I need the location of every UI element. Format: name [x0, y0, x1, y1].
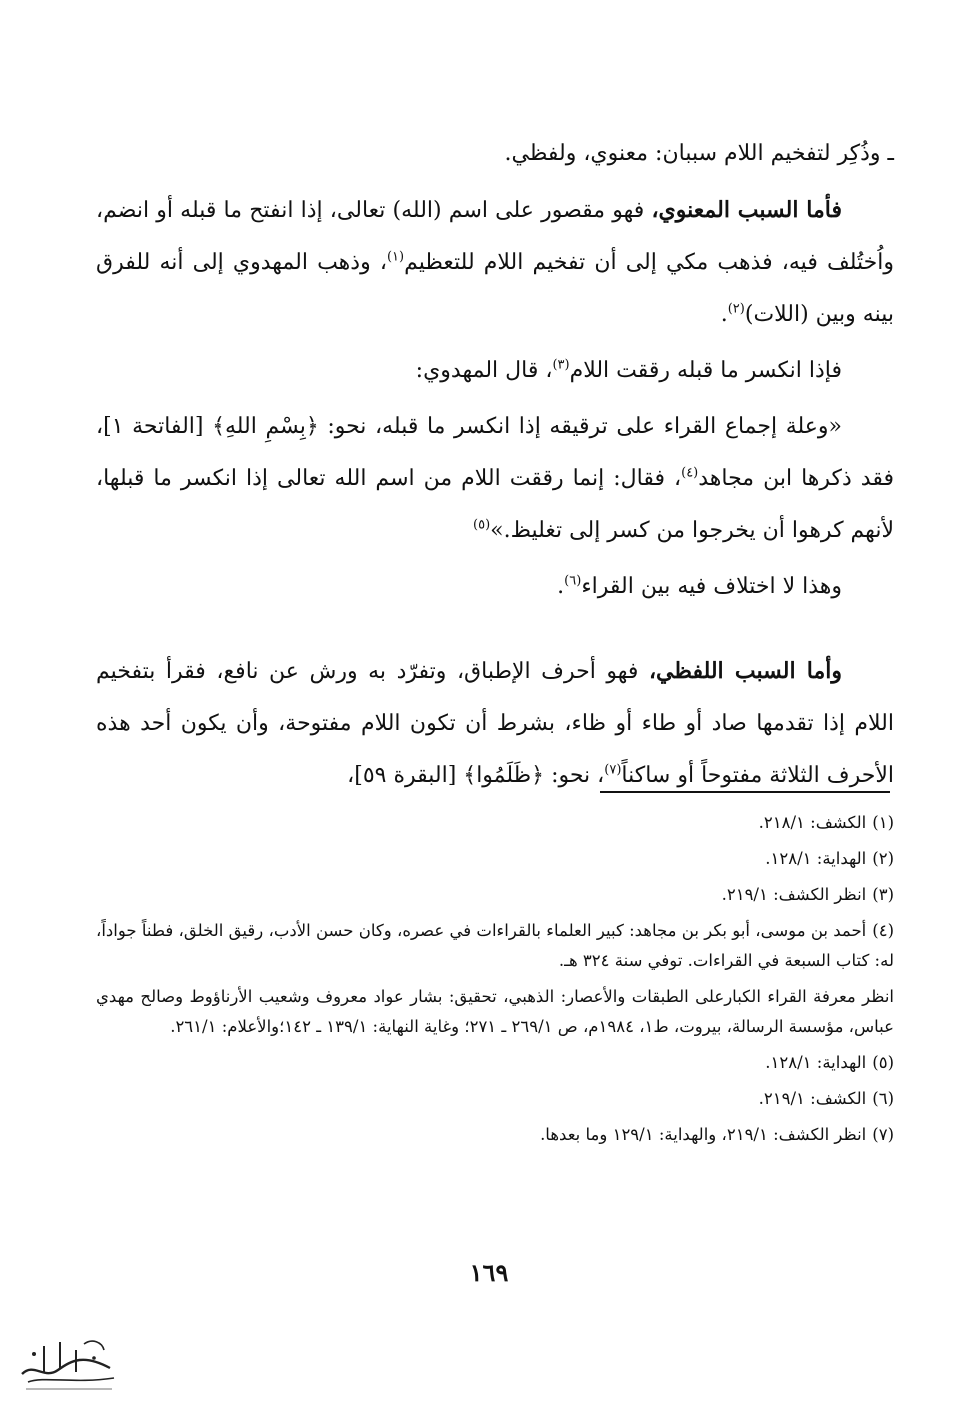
footnote-number: (٣)	[872, 885, 894, 904]
paragraph-no-dispute-end: .	[557, 574, 565, 599]
footnote-text: انظر معرفة القراء الكبارعلى الطبقات والأعصار: الذهبي، تحقيق: بشار عواد معروف وشعيب الأرناؤوط وصالح مهدي عباس، مؤسسة الرسالة، بيروت، ط١، ١٩٨٤م، ص ٢٦٩/١ ـ ٢٧١؛ وغاية النهاية: ١٣٩/١ ـ ١٤٢؛والأعلام: ٢٦١/١.	[96, 987, 894, 1036]
paragraph-semantic-cause	[96, 184, 894, 341]
footnote-number: (٧)	[872, 1125, 894, 1144]
footnote-number: (٦)	[872, 1089, 894, 1108]
footnote-text: انظر الكشف: ٢١٩/١.	[721, 885, 867, 904]
paragraph-end: .	[720, 302, 728, 327]
heading-semantic-cause: فأما السبب المعنوي،	[651, 197, 843, 223]
paragraph-gap	[96, 617, 894, 645]
paragraph-kasra	[96, 345, 894, 397]
paragraph-semantic-text: فهو مقصور على اسم (الله) تعالى، إذا انفتح ما قبله أو انضم، واُختُلف فيه، فذهب مكي إلى أن تفخيم اللام للتعظيم	[96, 198, 894, 275]
page-number: ١٦٩	[469, 1258, 509, 1287]
footnote-4-sources	[96, 982, 894, 1042]
footnote-ref-7[interactable]: (٧)	[604, 762, 622, 778]
paragraph-semantic-text-2: ، وذهب المهدوي إلى أنه للفرق بينه وبين (اللات)	[96, 250, 894, 327]
footnote-ref-4[interactable]: (٤)	[681, 465, 699, 481]
quote-text-1: «وعلة إجماع القراء على ترقيقه إذا انكسر ما قبله، نحو: ﴿بِسْمِ اللهِ﴾ [الفاتحة ١]، فقد ذكرها ابن مجاهد	[96, 414, 894, 491]
paragraph-verbal-cause	[96, 645, 894, 802]
paragraph-no-dispute-text: وهذا لا اختلاف فيه بين القراء	[581, 574, 842, 599]
footnote-1	[96, 808, 894, 838]
footnote-number: (٢)	[872, 849, 894, 868]
footnotes-section	[96, 808, 894, 1156]
footnote-text: انظر الكشف: ٢١٩/١، والهداية: ١٢٩/١ وما بعدها.	[540, 1125, 867, 1144]
footnote-6	[96, 1084, 894, 1114]
paragraph-quote	[96, 401, 894, 557]
footnote-ref-5[interactable]: (٥)	[473, 517, 491, 533]
paragraph-kasra-end: ، قال المهدوي:	[415, 358, 553, 383]
footnote-text: الكشف: ٢١٨/١.	[758, 813, 867, 832]
footnote-number: (٤)	[872, 921, 894, 940]
paragraph-intro-text: ـ وذُكِر لتفخيم اللام سببان: معنوي، ولفظي.	[504, 141, 894, 166]
footnote-text: الهداية: ١٢٨/١.	[765, 1053, 867, 1072]
heading-verbal-cause: وأما السبب اللفظي،	[648, 658, 842, 684]
footnote-text: أحمد بن موسى، أبو بكر بن مجاهد: كبير العلماء بالقراءات في عصره، وكان حسن الأدب، رقيق الخلق، فطناً جواداً، له: كتاب السبعة في القراءات. توفي سنة ٣٢٤ هـ.	[96, 921, 894, 970]
paragraph-verbal-text-2: ، نحو: ﴿ظَلَمُوا﴾ [البقرة ٥٩]،	[347, 763, 605, 788]
paragraph-intro	[96, 128, 894, 180]
paragraph-kasra-text: فإذا انكسر ما قبله رققت اللام	[569, 358, 842, 383]
footnote-divider	[600, 791, 890, 793]
quote-text-2: ، فقال: إنما رققت اللام من اسم الله تعالى إذا انكسر ما قبلها، لأنهم كرهوا أن يخرجوا من كسر إلى تغليظ.»	[96, 466, 894, 543]
footnote-ref-2[interactable]: (٢)	[727, 301, 745, 317]
footnote-text: الكشف: ٢١٩/١.	[758, 1089, 867, 1108]
footnote-ref-6[interactable]: (٦)	[564, 573, 582, 589]
footnote-ref-3[interactable]: (٣)	[552, 357, 570, 373]
paragraph-verbal-text: فهو أحرف الإطباق، وتفرّد به ورش عن نافع، فقرأ بتفخيم اللام إذا تقدمها صاد أو طاء أو ظاء، بشرط أن تكون اللام مفتوحة، وأن يكون أحد هذه الأحرف الثلاثة مفتوحاً أو ساكناً	[96, 659, 894, 788]
footnote-text: الهداية: ١٢٨/١.	[765, 849, 867, 868]
footnote-7	[96, 1120, 894, 1150]
footnote-5	[96, 1048, 894, 1078]
footnote-ref-1[interactable]: (١)	[386, 249, 405, 265]
calligraphy-stamp-logo	[14, 1332, 124, 1394]
footnote-number: (١)	[872, 813, 894, 832]
footnote-number: (٥)	[872, 1053, 894, 1072]
footnote-3	[96, 880, 894, 910]
footnote-4	[96, 916, 894, 976]
footnote-2	[96, 844, 894, 874]
paragraph-no-dispute	[96, 561, 894, 613]
main-text	[96, 128, 894, 806]
